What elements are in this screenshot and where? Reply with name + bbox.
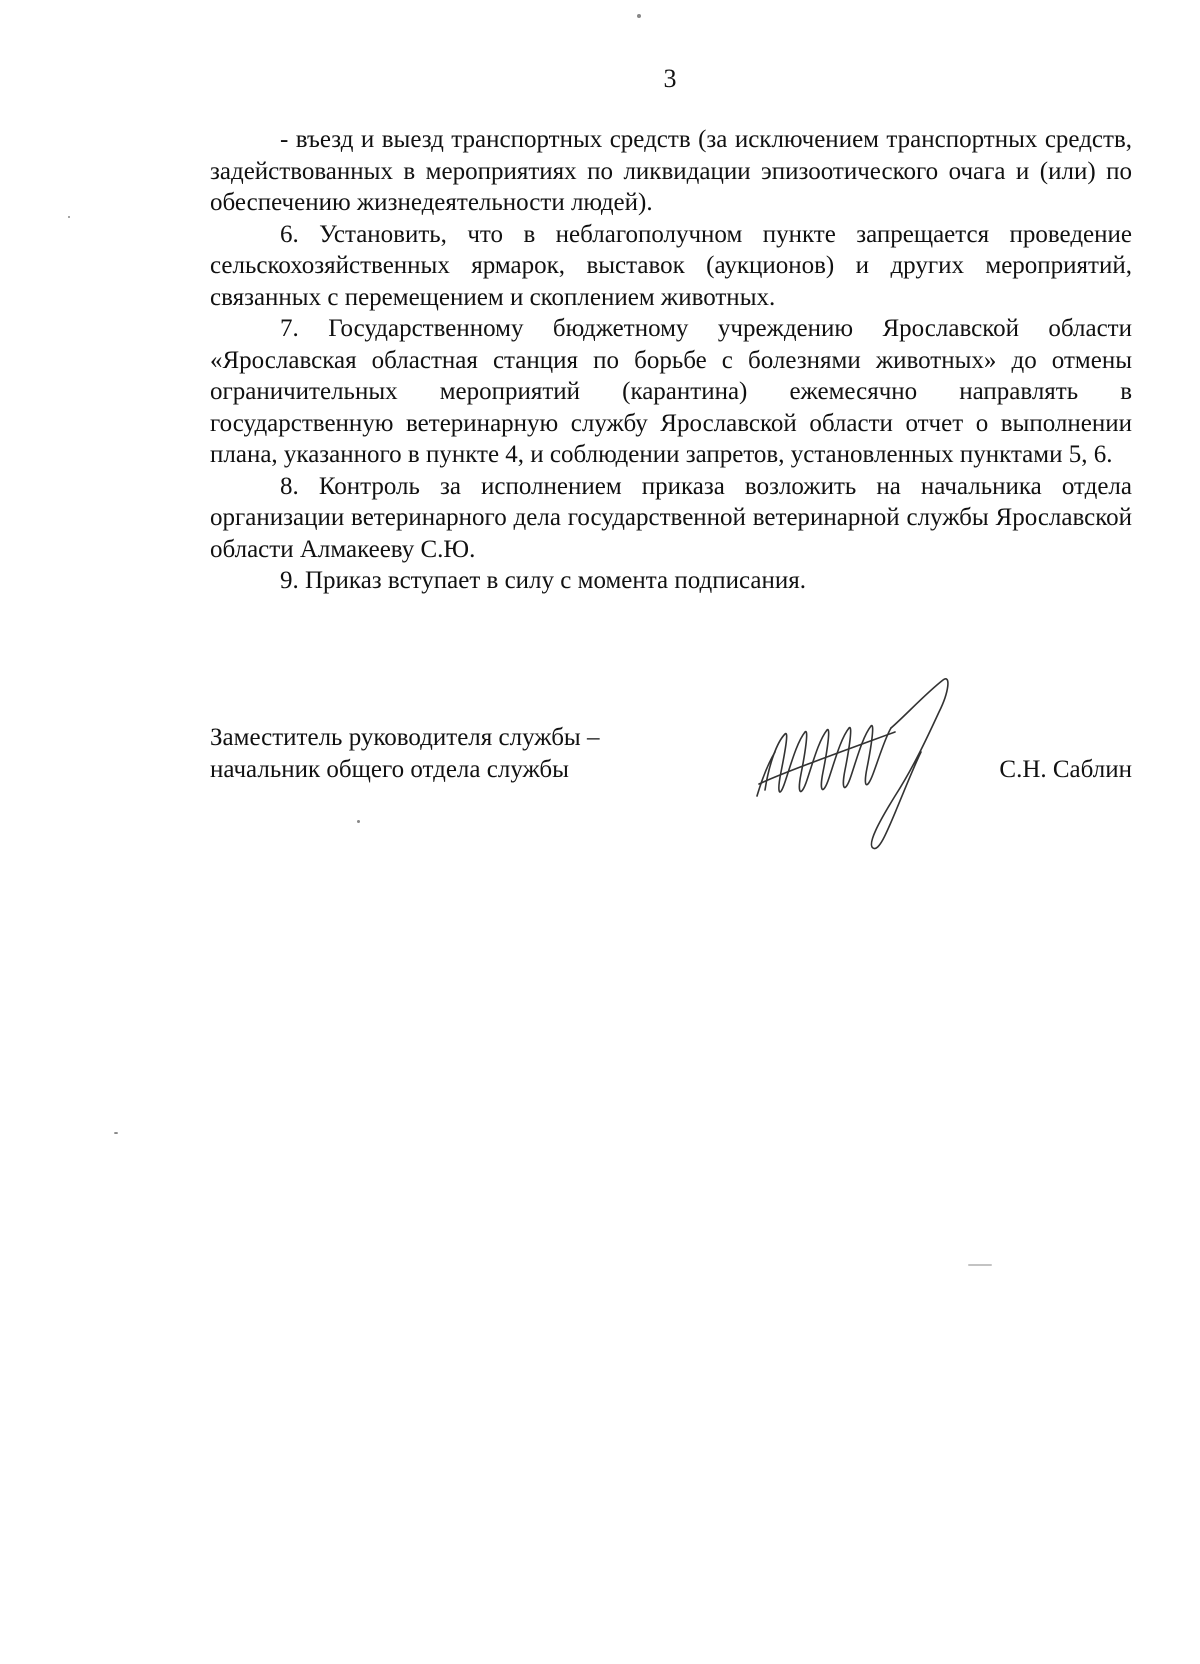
- signer-name: С.Н. Саблин: [999, 756, 1132, 783]
- paragraph-8: 8. Контроль за исполнением приказа возложить на начальника отдела организации ветеринарного дела государственной ветеринарной службы Ярославской области Алмакееву С.Ю.: [210, 472, 1132, 563]
- scan-speck: [114, 1132, 118, 1134]
- signer-title-line-2: начальник общего отдела службы: [210, 755, 569, 783]
- paragraph-7: 7. Государственному бюджетному учреждению Ярославской области «Ярославская областная станция по борьбе с болезнями животных» до отмены ограничительных мероприятий (карантина) ежемесячно направлять в государственную ветеринарную службу Ярославской области отчет о выполнении плана, указанного в пункте 4, и соблюдении запретов, установленных пунктами 5, 6.: [210, 315, 1132, 468]
- scan-speck: [637, 14, 641, 18]
- signer-title: [210, 722, 599, 785]
- signer-title-line-1: Заместитель руководителя службы –: [210, 724, 600, 751]
- document-body: [210, 124, 1132, 597]
- scan-speck: [68, 216, 70, 218]
- scan-speck: [968, 1264, 992, 1266]
- scan-speck: [357, 820, 360, 823]
- page-number: 3: [663, 64, 677, 93]
- handwritten-signature: [755, 672, 995, 862]
- paragraph-6: 6. Установить, что в неблагополучном пункте запрещается проведение сельскохозяйственных ярмарок, выставок (аукционов) и других мероприятий, связанных с перемещением и скоплением животных.: [210, 220, 1132, 311]
- paragraph-9: 9. Приказ вступает в силу с момента подписания.: [280, 567, 806, 594]
- paragraph-vehicle-entry-ban: - въезд и выезд транспортных средств (за исключением транспортных средств, задействованных в мероприятиях по ликвидации эпизоотического очага и (или) по обеспечению жизнедеятельности людей).: [210, 126, 1132, 216]
